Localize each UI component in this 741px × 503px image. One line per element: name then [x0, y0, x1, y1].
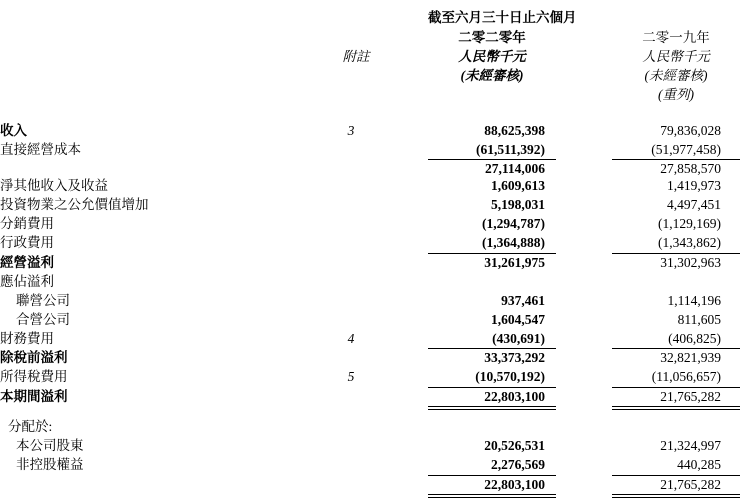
value-2019: 440,285 — [677, 457, 721, 472]
total-double-rule — [428, 497, 556, 498]
row-label: 投資物業之公允價值增加 — [0, 197, 149, 212]
value-2019: 32,821,939 — [660, 350, 721, 365]
row-note: 4 — [347, 331, 355, 346]
table-row — [0, 387, 741, 406]
row-note: 3 — [347, 123, 355, 138]
table-row — [0, 214, 741, 233]
table-row — [0, 140, 741, 159]
table-row — [0, 329, 741, 348]
value-2020: 88,625,398 — [484, 123, 545, 138]
value-2020: 1,604,547 — [491, 312, 545, 327]
audit-2019-heading: (未經審核) — [644, 68, 708, 83]
table-row — [0, 121, 741, 140]
table-row — [0, 436, 741, 455]
total-double-rule — [612, 409, 740, 410]
table-row — [0, 310, 741, 329]
row-label: 直接經營成本 — [0, 142, 81, 157]
total-double-rule — [428, 406, 556, 407]
total-double-rule — [612, 406, 740, 407]
value-2019: 21,765,282 — [660, 389, 721, 404]
value-2019: 4,497,451 — [667, 197, 721, 212]
table-row — [0, 348, 741, 367]
value-2020: (10,570,192) — [475, 369, 545, 384]
total-double-rule — [428, 409, 556, 410]
value-2020: 937,461 — [501, 293, 545, 308]
row-label: 本公司股東 — [16, 438, 84, 453]
row-label: 收入 — [0, 123, 27, 138]
row-label: 非控股權益 — [16, 457, 84, 472]
table-row — [0, 253, 741, 272]
row-label: 應佔溢利 — [0, 274, 54, 289]
year-2020-heading: 二零二零年 — [458, 30, 526, 45]
value-2020: (61,511,392) — [476, 142, 545, 157]
table-row — [0, 367, 741, 386]
row-label: 合營公司 — [16, 312, 70, 327]
table-row — [0, 195, 741, 214]
row-label: 行政費用 — [0, 235, 54, 250]
total-double-rule — [612, 494, 740, 495]
value-2020: 22,803,100 — [484, 389, 545, 404]
value-2020: 1,609,613 — [491, 178, 545, 193]
total-double-rule — [612, 497, 740, 498]
row-label: 分配於: — [8, 419, 53, 434]
table-row — [0, 272, 741, 291]
table-row — [0, 475, 741, 494]
row-label: 經營溢利 — [0, 255, 54, 270]
value-2019: (51,977,458) — [651, 142, 721, 157]
table-row — [0, 455, 741, 474]
value-2020: 33,373,292 — [484, 350, 545, 365]
table-row — [0, 417, 741, 436]
note-column-heading: 附註 — [342, 49, 370, 64]
value-2020: 27,114,006 — [484, 161, 545, 176]
period-heading: 截至六月三十日止六個月 — [428, 10, 577, 25]
row-note: 5 — [347, 369, 355, 384]
table-row — [0, 233, 741, 252]
value-2020: (1,294,787) — [482, 216, 545, 231]
restated-2019-heading: (重列) — [658, 87, 694, 102]
unit-2020-heading: 人民幣千元 — [458, 49, 526, 64]
value-2020: (430,691) — [492, 331, 545, 346]
unit-2019-heading: 人民幣千元 — [642, 49, 710, 64]
row-label: 聯營公司 — [16, 293, 70, 308]
audit-2020-heading: (未經審核) — [460, 68, 524, 83]
row-label: 淨其他收入及收益 — [0, 178, 108, 193]
row-label: 分銷費用 — [0, 216, 54, 231]
value-2019: 27,858,570 — [660, 161, 721, 176]
value-2019: (1,343,862) — [658, 235, 721, 250]
value-2019: (1,129,169) — [658, 216, 721, 231]
value-2019: 79,836,028 — [660, 123, 721, 138]
row-label: 除稅前溢利 — [0, 350, 68, 365]
value-2019: 1,419,973 — [667, 178, 721, 193]
table-row — [0, 176, 741, 195]
value-2019: 1,114,196 — [667, 293, 721, 308]
value-2019: 21,324,997 — [660, 438, 721, 453]
value-2019: 31,302,963 — [660, 255, 721, 270]
value-2020: 31,261,975 — [484, 255, 545, 270]
value-2019: 21,765,282 — [660, 477, 721, 492]
value-2020: (1,364,888) — [482, 235, 545, 250]
value-2019: 811,605 — [677, 312, 721, 327]
value-2019: (11,056,657) — [651, 369, 721, 384]
value-2020: 2,276,569 — [491, 457, 545, 472]
value-2020: 22,803,100 — [484, 477, 545, 492]
value-2020: 5,198,031 — [491, 197, 545, 212]
value-2020: 20,526,531 — [484, 438, 545, 453]
total-double-rule — [428, 494, 556, 495]
row-label: 財務費用 — [0, 331, 54, 346]
table-row — [0, 291, 741, 310]
row-label: 本期間溢利 — [0, 389, 68, 404]
value-2019: (406,825) — [668, 331, 721, 346]
year-2019-heading: 二零一九年 — [642, 30, 710, 45]
row-label: 所得稅費用 — [0, 369, 68, 384]
